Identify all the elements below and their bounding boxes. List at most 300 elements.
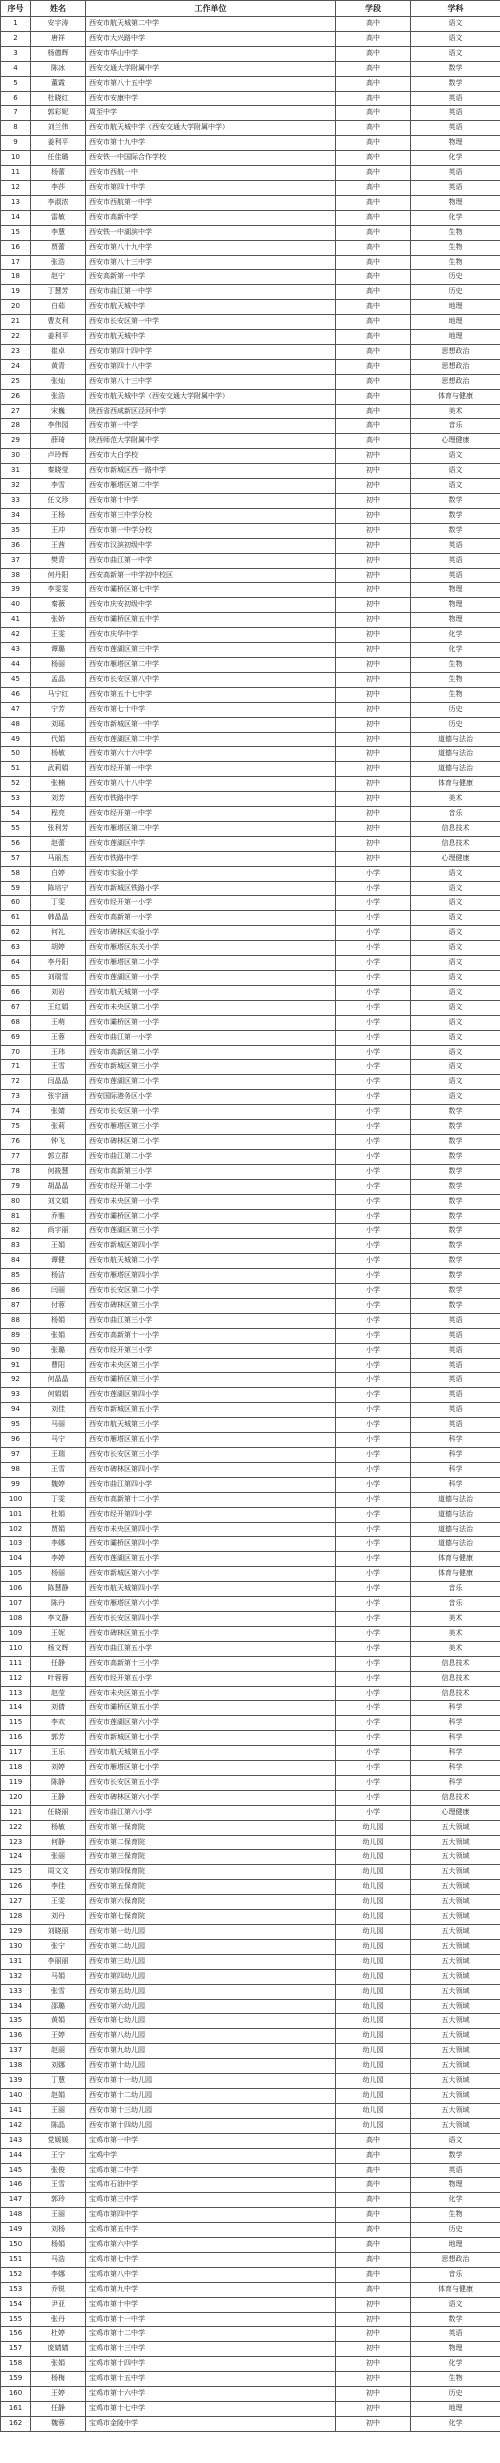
- school-stage: 高中: [336, 285, 411, 300]
- table-row: [1, 419, 500, 434]
- work-unit: 西安市莲湖区中学: [86, 836, 336, 851]
- teacher-name: 张婧: [31, 1105, 86, 1120]
- row-index: 133: [1, 1984, 31, 1999]
- table-row: [1, 628, 500, 643]
- work-unit: 西安市新城区第四小学: [86, 1239, 336, 1254]
- teacher-name: 王丽: [31, 2103, 86, 2118]
- school-stage: 初中: [336, 807, 411, 822]
- subject: 化学: [411, 2357, 500, 2372]
- row-index: 57: [1, 851, 31, 866]
- subject: 道德与法治: [411, 1492, 500, 1507]
- subject: 美术: [411, 1611, 500, 1626]
- row-index: 101: [1, 1507, 31, 1522]
- work-unit: 西安市第七保育院: [86, 1910, 336, 1925]
- subject: 地理: [411, 2238, 500, 2253]
- row-index: 94: [1, 1403, 31, 1418]
- row-index: 2: [1, 31, 31, 46]
- work-unit: 西安市碑林区第五小学: [86, 1626, 336, 1641]
- row-index: 152: [1, 2267, 31, 2282]
- row-index: 151: [1, 2252, 31, 2267]
- table-row: [1, 2416, 500, 2431]
- teacher-name: 崔卓: [31, 344, 86, 359]
- teacher-name: 丁雯: [31, 896, 86, 911]
- work-unit: 西安市第五保育院: [86, 1880, 336, 1895]
- subject: 道德与法治: [411, 747, 500, 762]
- work-unit: 西安市经开第二小学: [86, 1179, 336, 1194]
- work-unit: 西安市庆安初级中学: [86, 598, 336, 613]
- teacher-name: 陈冰: [31, 61, 86, 76]
- teacher-name: 谭璐: [31, 643, 86, 658]
- school-stage: 初中: [336, 598, 411, 613]
- row-index: 7: [1, 106, 31, 121]
- subject: 英语: [411, 121, 500, 136]
- row-index: 124: [1, 1850, 31, 1865]
- subject: 地理: [411, 330, 500, 345]
- work-unit: 西安市长安区第一小学: [86, 1105, 336, 1120]
- teacher-name: 何丹阳: [31, 568, 86, 583]
- table-row: [1, 523, 500, 538]
- school-stage: 小学: [336, 1239, 411, 1254]
- teacher-name: 闫丽: [31, 1284, 86, 1299]
- work-unit: 西安市经开第一中学: [86, 762, 336, 777]
- school-stage: 初中: [336, 836, 411, 851]
- school-stage: 初中: [336, 2357, 411, 2372]
- work-unit: 西安高新第一中学初中校区: [86, 568, 336, 583]
- table-row: [1, 2402, 500, 2417]
- table-row: [1, 2059, 500, 2074]
- teacher-name: 马娟: [31, 1969, 86, 1984]
- school-stage: 小学: [336, 1611, 411, 1626]
- work-unit: 宝鸡市第四中学: [86, 2208, 336, 2223]
- row-index: 83: [1, 1239, 31, 1254]
- work-unit: 西安市经开第一小学: [86, 896, 336, 911]
- teacher-name: 郭芳: [31, 1731, 86, 1746]
- school-stage: 幼儿园: [336, 2059, 411, 2074]
- school-stage: 幼儿园: [336, 1925, 411, 1940]
- subject: 语文: [411, 971, 500, 986]
- work-unit: 西安市第十二幼儿园: [86, 2088, 336, 2103]
- row-index: 49: [1, 732, 31, 747]
- subject: 五大领域: [411, 1999, 500, 2014]
- teacher-name: 杨丽: [31, 1567, 86, 1582]
- table-row: [1, 1835, 500, 1850]
- school-stage: 高中: [336, 374, 411, 389]
- row-index: 66: [1, 985, 31, 1000]
- teacher-name: 杜婷: [31, 2327, 86, 2342]
- school-stage: 初中: [336, 2387, 411, 2402]
- work-unit: 西安市高新第十三小学: [86, 1656, 336, 1671]
- school-stage: 小学: [336, 1015, 411, 1030]
- row-index: 1: [1, 17, 31, 32]
- row-index: 128: [1, 1910, 31, 1925]
- school-stage: 小学: [336, 956, 411, 971]
- table-row: [1, 76, 500, 91]
- school-stage: 高中: [336, 255, 411, 270]
- row-index: 21: [1, 315, 31, 330]
- subject: 美术: [411, 1626, 500, 1641]
- table-row: [1, 1328, 500, 1343]
- row-index: 105: [1, 1567, 31, 1582]
- school-stage: 小学: [336, 1790, 411, 1805]
- subject: 道德与法治: [411, 1537, 500, 1552]
- table-row: [1, 762, 500, 777]
- school-stage: 高中: [336, 389, 411, 404]
- subject: 地理: [411, 300, 500, 315]
- subject: 美术: [411, 1641, 500, 1656]
- row-index: 14: [1, 210, 31, 225]
- teacher-name: 李丽丽: [31, 1954, 86, 1969]
- school-stage: 小学: [336, 1030, 411, 1045]
- table-row: [1, 1746, 500, 1761]
- table-row: [1, 1984, 500, 1999]
- subject: 物理: [411, 613, 500, 628]
- school-stage: 小学: [336, 1045, 411, 1060]
- school-stage: 幼儿园: [336, 2044, 411, 2059]
- work-unit: 西安市曲江第六小学: [86, 1805, 336, 1820]
- school-stage: 幼儿园: [336, 2103, 411, 2118]
- row-index: 80: [1, 1194, 31, 1209]
- subject: 化学: [411, 628, 500, 643]
- work-unit: 西安市第一保育院: [86, 1820, 336, 1835]
- subject: 音乐: [411, 807, 500, 822]
- teacher-name: 党媛媛: [31, 2133, 86, 2148]
- subject: 五大领域: [411, 1835, 500, 1850]
- work-unit: 宝鸡市第十三中学: [86, 2342, 336, 2357]
- subject: 化学: [411, 2416, 500, 2431]
- work-unit: 西安交通大学附属中学: [86, 61, 336, 76]
- subject: 语文: [411, 479, 500, 494]
- row-index: 93: [1, 1388, 31, 1403]
- row-index: 118: [1, 1761, 31, 1776]
- teacher-name: 张娟: [31, 2357, 86, 2372]
- row-index: 44: [1, 657, 31, 672]
- work-unit: 西安市未央区第三小学: [86, 1358, 336, 1373]
- teacher-name: 张俊: [31, 2163, 86, 2178]
- school-stage: 小学: [336, 1269, 411, 1284]
- subject: 化学: [411, 151, 500, 166]
- table-row: [1, 851, 500, 866]
- teacher-name: 杨娟: [31, 1313, 86, 1328]
- table-row: [1, 1925, 500, 1940]
- work-unit: 宝鸡市第五中学: [86, 2223, 336, 2238]
- school-stage: 高中: [336, 195, 411, 210]
- table-row: [1, 1403, 500, 1418]
- school-stage: 小学: [336, 1671, 411, 1686]
- table-row: [1, 2267, 500, 2282]
- work-unit: 西安市新城区第五小学: [86, 1403, 336, 1418]
- header-unit: 工作单位: [86, 1, 336, 17]
- subject: 信息技术: [411, 1656, 500, 1671]
- table-row: [1, 1522, 500, 1537]
- row-index: 145: [1, 2163, 31, 2178]
- work-unit: 西安市雁塔区第二中学: [86, 821, 336, 836]
- row-index: 139: [1, 2074, 31, 2089]
- table-row: [1, 1641, 500, 1656]
- work-unit: 西安市雁塔区第四小学: [86, 1269, 336, 1284]
- subject: 数学: [411, 1269, 500, 1284]
- teacher-name: 代娟: [31, 732, 86, 747]
- work-unit: 西安市未央区第四小学: [86, 1522, 336, 1537]
- teacher-name: 王婷: [31, 2029, 86, 2044]
- teacher-name: 马宁: [31, 1433, 86, 1448]
- table-row: [1, 568, 500, 583]
- school-stage: 高中: [336, 434, 411, 449]
- school-stage: 高中: [336, 240, 411, 255]
- work-unit: 西安市高新中学: [86, 210, 336, 225]
- table-row: [1, 1954, 500, 1969]
- school-stage: 初中: [336, 2342, 411, 2357]
- subject: 数学: [411, 1239, 500, 1254]
- subject: 英语: [411, 2327, 500, 2342]
- row-index: 89: [1, 1328, 31, 1343]
- subject: 体育与健康: [411, 389, 500, 404]
- school-stage: 高中: [336, 2163, 411, 2178]
- work-unit: 西安市第五幼儿园: [86, 1984, 336, 1999]
- subject: 地理: [411, 2402, 500, 2417]
- teacher-name: 安宇涛: [31, 17, 86, 32]
- row-index: 38: [1, 568, 31, 583]
- table-row: [1, 2297, 500, 2312]
- table-row: [1, 956, 500, 971]
- subject: 语文: [411, 449, 500, 464]
- row-index: 90: [1, 1343, 31, 1358]
- work-unit: 西安市第八十三中学: [86, 255, 336, 270]
- row-index: 36: [1, 538, 31, 553]
- subject: 数学: [411, 1209, 500, 1224]
- table-row: [1, 1805, 500, 1820]
- school-stage: 幼儿园: [336, 2118, 411, 2133]
- subject: 信息技术: [411, 1686, 500, 1701]
- table-row: [1, 1686, 500, 1701]
- school-stage: 幼儿园: [336, 2029, 411, 2044]
- table-row: [1, 1552, 500, 1567]
- subject: 数学: [411, 1149, 500, 1164]
- teacher-name: 张灿: [31, 374, 86, 389]
- subject: 语文: [411, 1045, 500, 1060]
- work-unit: 西安市经开第五小学: [86, 1671, 336, 1686]
- work-unit: 西安市长安区第一中学: [86, 315, 336, 330]
- table-row: [1, 225, 500, 240]
- subject: 语文: [411, 46, 500, 61]
- work-unit: 西安市经开第三小学: [86, 1343, 336, 1358]
- table-row: [1, 1284, 500, 1299]
- teacher-name: 王雯: [31, 628, 86, 643]
- table-row: [1, 2372, 500, 2387]
- work-unit: 西安市第四幼儿园: [86, 1969, 336, 1984]
- school-stage: 小学: [336, 1477, 411, 1492]
- table-row: [1, 1969, 500, 1984]
- table-row: [1, 777, 500, 792]
- row-index: 150: [1, 2238, 31, 2253]
- subject: 信息技术: [411, 1671, 500, 1686]
- school-stage: 小学: [336, 1224, 411, 1239]
- subject: 英语: [411, 553, 500, 568]
- work-unit: 西安市第四保育院: [86, 1865, 336, 1880]
- work-unit: 西安市碑林区第六小学: [86, 1790, 336, 1805]
- teacher-name: 王雪: [31, 2178, 86, 2193]
- subject: 数学: [411, 1254, 500, 1269]
- table-row: [1, 1507, 500, 1522]
- row-index: 115: [1, 1716, 31, 1731]
- table-row: [1, 1611, 500, 1626]
- work-unit: 西安市雁塔区第二小学: [86, 956, 336, 971]
- table-row: [1, 1298, 500, 1313]
- school-stage: 幼儿园: [336, 1895, 411, 1910]
- subject: 英语: [411, 2163, 500, 2178]
- table-row: [1, 449, 500, 464]
- school-stage: 小学: [336, 1552, 411, 1567]
- subject: 历史: [411, 2387, 500, 2402]
- table-row: [1, 553, 500, 568]
- subject: 五大领域: [411, 1939, 500, 1954]
- work-unit: 西安市铁路中学: [86, 851, 336, 866]
- work-unit: 西安市雁塔区第五小学: [86, 1433, 336, 1448]
- subject: 科学: [411, 1477, 500, 1492]
- subject: 物理: [411, 195, 500, 210]
- work-unit: 宝鸡市第二中学: [86, 2163, 336, 2178]
- subject: 美术: [411, 792, 500, 807]
- row-index: 120: [1, 1790, 31, 1805]
- row-index: 159: [1, 2372, 31, 2387]
- teacher-name: 郭彩妮: [31, 106, 86, 121]
- table-row: [1, 2208, 500, 2223]
- teacher-name: 杨娟: [31, 2238, 86, 2253]
- teacher-name: 丁雯: [31, 1492, 86, 1507]
- school-stage: 幼儿园: [336, 1999, 411, 2014]
- school-stage: 小学: [336, 1254, 411, 1269]
- school-stage: 小学: [336, 1597, 411, 1612]
- subject: 心理健康: [411, 434, 500, 449]
- table-row: [1, 732, 500, 747]
- teacher-name: 王萌: [31, 1015, 86, 1030]
- teacher-name: 刘晓丽: [31, 1925, 86, 1940]
- table-row: [1, 613, 500, 628]
- teacher-name: 任晓丽: [31, 1805, 86, 1820]
- teacher-name: 张璐: [31, 1343, 86, 1358]
- work-unit: 西安市莲湖区第六小学: [86, 1716, 336, 1731]
- table-row: [1, 1567, 500, 1582]
- teacher-name: 张雪: [31, 1984, 86, 1999]
- school-stage: 小学: [336, 896, 411, 911]
- row-index: 107: [1, 1597, 31, 1612]
- school-stage: 小学: [336, 1775, 411, 1790]
- row-index: 81: [1, 1209, 31, 1224]
- work-unit: 西安市灞桥区第五中学: [86, 613, 336, 628]
- teacher-name: 李慧: [31, 225, 86, 240]
- row-index: 3: [1, 46, 31, 61]
- row-index: 110: [1, 1641, 31, 1656]
- subject: 科学: [411, 1746, 500, 1761]
- row-index: 60: [1, 896, 31, 911]
- work-unit: 陕西省西咸新区泾河中学: [86, 404, 336, 419]
- row-index: 82: [1, 1224, 31, 1239]
- table-row: [1, 1448, 500, 1463]
- table-row: [1, 1373, 500, 1388]
- school-stage: 小学: [336, 941, 411, 956]
- work-unit: 西安市高新区第二小学: [86, 1045, 336, 1060]
- row-index: 41: [1, 613, 31, 628]
- work-unit: 西安市第十三幼儿园: [86, 2103, 336, 2118]
- teacher-name: 陈晶: [31, 2118, 86, 2133]
- work-unit: 西安市第十九中学: [86, 136, 336, 151]
- work-unit: 西安市曲江第一小学: [86, 1030, 336, 1045]
- teacher-name: 尹亚: [31, 2297, 86, 2312]
- work-unit: 宝鸡市第九中学: [86, 2282, 336, 2297]
- work-unit: 西安市铁路中学: [86, 792, 336, 807]
- school-stage: 小学: [336, 1462, 411, 1477]
- teacher-name: 乔锐: [31, 2282, 86, 2297]
- subject: 语文: [411, 17, 500, 32]
- work-unit: 西安市曲江第二小学: [86, 1149, 336, 1164]
- school-stage: 幼儿园: [336, 2014, 411, 2029]
- teacher-name: 雷敏: [31, 210, 86, 225]
- subject: 思想政治: [411, 344, 500, 359]
- row-index: 17: [1, 255, 31, 270]
- school-stage: 小学: [336, 971, 411, 986]
- school-stage: 初中: [336, 777, 411, 792]
- subject: 生物: [411, 687, 500, 702]
- row-index: 96: [1, 1433, 31, 1448]
- row-index: 58: [1, 866, 31, 881]
- school-stage: 高中: [336, 2282, 411, 2297]
- work-unit: 西安市第十一幼儿园: [86, 2074, 336, 2089]
- subject: 语文: [411, 1075, 500, 1090]
- school-stage: 小学: [336, 1343, 411, 1358]
- school-stage: 初中: [336, 538, 411, 553]
- teacher-name: 王妮: [31, 1626, 86, 1641]
- school-stage: 初中: [336, 643, 411, 658]
- school-stage: 小学: [336, 926, 411, 941]
- school-stage: 高中: [336, 151, 411, 166]
- school-stage: 初中: [336, 672, 411, 687]
- teacher-name: 张利芳: [31, 821, 86, 836]
- row-index: 43: [1, 643, 31, 658]
- row-index: 84: [1, 1254, 31, 1269]
- school-stage: 小学: [336, 1388, 411, 1403]
- teacher-name: 王红娟: [31, 1000, 86, 1015]
- header-row: [1, 1, 500, 17]
- work-unit: 西安市莲湖区第二小学: [86, 1075, 336, 1090]
- work-unit: 西安国际港务区小学: [86, 1090, 336, 1105]
- teacher-name: 何晶晶: [31, 1373, 86, 1388]
- subject: 语文: [411, 911, 500, 926]
- teacher-name: 姜利平: [31, 136, 86, 151]
- work-unit: 西安市灞桥区第七中学: [86, 583, 336, 598]
- school-stage: 幼儿园: [336, 1820, 411, 1835]
- row-index: 56: [1, 836, 31, 851]
- table-row: [1, 315, 500, 330]
- work-unit: 西安市第四十中学: [86, 180, 336, 195]
- table-row: [1, 2357, 500, 2372]
- school-stage: 小学: [336, 1805, 411, 1820]
- teacher-name: 王婷: [31, 2387, 86, 2402]
- subject: 化学: [411, 210, 500, 225]
- row-index: 77: [1, 1149, 31, 1164]
- teacher-name: 邵璐: [31, 1999, 86, 2014]
- row-index: 162: [1, 2416, 31, 2431]
- teacher-name: 王杨: [31, 508, 86, 523]
- subject: 数学: [411, 1224, 500, 1239]
- school-stage: 小学: [336, 881, 411, 896]
- work-unit: 西安市第三保育院: [86, 1850, 336, 1865]
- table-row: [1, 1149, 500, 1164]
- table-row: [1, 330, 500, 345]
- work-unit: 西安市第十中学: [86, 494, 336, 509]
- subject: 道德与法治: [411, 762, 500, 777]
- work-unit: 西安市高新第十一小学: [86, 1328, 336, 1343]
- work-unit: 西安铁一中湖滨中学: [86, 225, 336, 240]
- table-row: [1, 598, 500, 613]
